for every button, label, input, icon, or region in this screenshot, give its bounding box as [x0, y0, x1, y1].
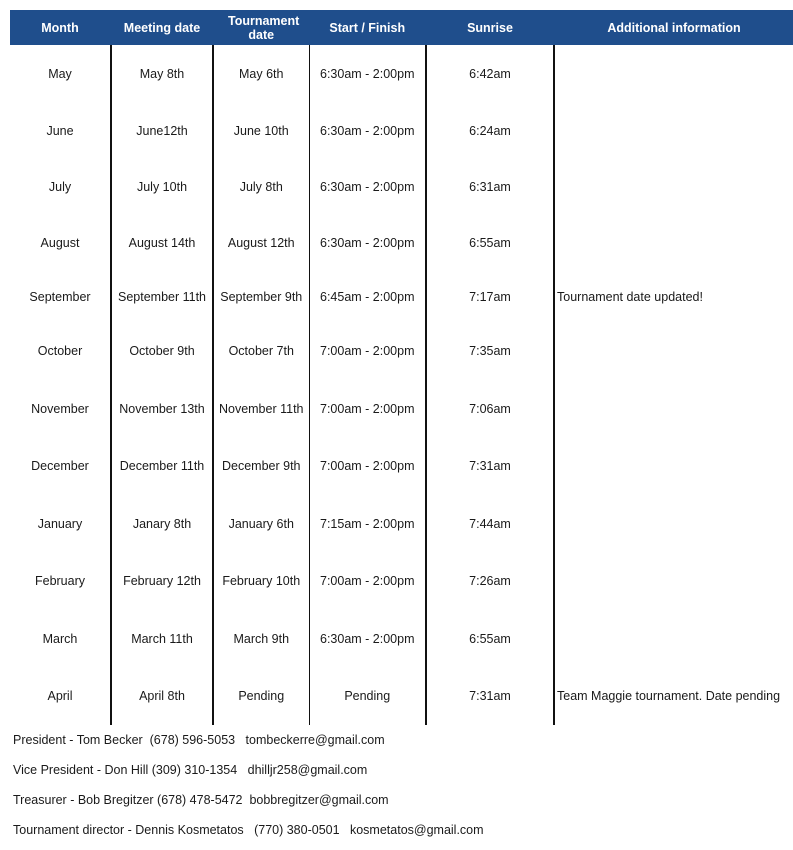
cell-start-finish: 7:15am - 2:00pm: [309, 495, 426, 552]
cell-month: April: [10, 667, 111, 725]
cell-additional-info: [554, 610, 793, 667]
cell-meeting-date: December 11th: [111, 437, 213, 495]
cell-tournament-date: November 11th: [213, 380, 309, 437]
header-additional-information: Additional information: [554, 10, 793, 45]
schedule-body: [10, 45, 793, 725]
cell-sunrise: 7:44am: [426, 495, 554, 552]
contacts-list: [13, 729, 484, 849]
cell-sunrise: 6:42am: [426, 45, 554, 102]
cell-tournament-date: July 8th: [213, 159, 309, 215]
header-sunrise: Sunrise: [426, 10, 554, 45]
cell-additional-info: [554, 45, 793, 102]
header-meeting-date: Meeting date: [111, 10, 213, 45]
cell-additional-info: [554, 102, 793, 159]
cell-meeting-date: Janary 8th: [111, 495, 213, 552]
cell-additional-info: [554, 552, 793, 610]
cell-start-finish: 6:30am - 2:00pm: [309, 215, 426, 271]
cell-sunrise: 7:06am: [426, 380, 554, 437]
table-row: [10, 45, 793, 102]
cell-month: June: [10, 102, 111, 159]
cell-sunrise: 7:31am: [426, 667, 554, 725]
cell-tournament-date: October 7th: [213, 322, 309, 380]
cell-month: October: [10, 322, 111, 380]
cell-month: March: [10, 610, 111, 667]
cell-sunrise: 7:17am: [426, 271, 554, 322]
cell-tournament-date: June 10th: [213, 102, 309, 159]
cell-sunrise: 6:55am: [426, 610, 554, 667]
cell-additional-info: [554, 159, 793, 215]
cell-additional-info: [554, 215, 793, 271]
contact-president: President - Tom Becker (678) 596-5053 tombeckerre@gmail.com: [13, 733, 385, 747]
schedule-table: [10, 10, 793, 725]
cell-meeting-date: February 12th: [111, 552, 213, 610]
table-row: [10, 437, 793, 495]
cell-start-finish: Pending: [309, 667, 426, 725]
table-row: [10, 215, 793, 271]
cell-month: December: [10, 437, 111, 495]
cell-meeting-date: April 8th: [111, 667, 213, 725]
header-row: [10, 10, 793, 45]
cell-additional-info: Team Maggie tournament. Date pending: [557, 689, 781, 703]
cell-tournament-date: August 12th: [213, 215, 309, 271]
cell-month: February: [10, 552, 111, 610]
cell-tournament-date: March 9th: [213, 610, 309, 667]
cell-meeting-date: May 8th: [111, 45, 213, 102]
table-row: [10, 322, 793, 380]
cell-tournament-date: May 6th: [213, 45, 309, 102]
contact-tournament-director: Tournament director - Dennis Kosmetatos (770) 380-0501 kosmetatos@gmail.com: [13, 823, 484, 837]
table-row: [10, 159, 793, 215]
cell-additional-info: [554, 495, 793, 552]
cell-additional-info: [554, 437, 793, 495]
cell-start-finish: 6:30am - 2:00pm: [309, 102, 426, 159]
cell-sunrise: 6:24am: [426, 102, 554, 159]
header-tournament-date: Tournament date: [213, 10, 309, 45]
cell-start-finish: 7:00am - 2:00pm: [309, 552, 426, 610]
contact-treasurer: Treasurer - Bob Bregitzer (678) 478-5472 bobbregitzer@gmail.com: [13, 793, 389, 807]
cell-month: July: [10, 159, 111, 215]
cell-meeting-date: September 11th: [111, 271, 213, 322]
cell-start-finish: 6:30am - 2:00pm: [309, 159, 426, 215]
cell-start-finish: 7:00am - 2:00pm: [309, 380, 426, 437]
cell-tournament-date: September 9th: [213, 271, 309, 322]
cell-meeting-date: November 13th: [111, 380, 213, 437]
table-row: [10, 102, 793, 159]
cell-sunrise: 6:31am: [426, 159, 554, 215]
cell-month: September: [10, 271, 111, 322]
cell-additional-info: Tournament date updated!: [557, 289, 703, 304]
contact-vice-president: Vice President - Don Hill (309) 310-1354 dhilljr258@gmail.com: [13, 763, 368, 777]
cell-tournament-date: Pending: [213, 667, 309, 725]
cell-start-finish: 6:30am - 2:00pm: [309, 45, 426, 102]
table-row: [10, 552, 793, 610]
header-month: Month: [10, 10, 111, 45]
cell-sunrise: 7:31am: [426, 437, 554, 495]
cell-start-finish: 6:30am - 2:00pm: [309, 610, 426, 667]
table-row: [10, 380, 793, 437]
cell-start-finish: 6:45am - 2:00pm: [309, 271, 426, 322]
cell-meeting-date: June12th: [111, 102, 213, 159]
cell-meeting-date: March 11th: [111, 610, 213, 667]
table-row: [10, 610, 793, 667]
cell-month: August: [10, 215, 111, 271]
cell-month: January: [10, 495, 111, 552]
cell-start-finish: 7:00am - 2:00pm: [309, 437, 426, 495]
cell-tournament-date: February 10th: [213, 552, 309, 610]
table-row: [10, 667, 793, 725]
cell-additional-info: [554, 322, 793, 380]
table-row: [10, 495, 793, 552]
cell-month: November: [10, 380, 111, 437]
cell-sunrise: 7:35am: [426, 322, 554, 380]
header-start-finish: Start / Finish: [309, 10, 426, 45]
table-row: [10, 271, 793, 322]
cell-sunrise: 7:26am: [426, 552, 554, 610]
cell-tournament-date: December 9th: [213, 437, 309, 495]
cell-additional-info: [554, 380, 793, 437]
cell-meeting-date: August 14th: [111, 215, 213, 271]
cell-start-finish: 7:00am - 2:00pm: [309, 322, 426, 380]
cell-sunrise: 6:55am: [426, 215, 554, 271]
cell-tournament-date: January 6th: [213, 495, 309, 552]
cell-meeting-date: October 9th: [111, 322, 213, 380]
cell-meeting-date: July 10th: [111, 159, 213, 215]
cell-month: May: [10, 45, 111, 102]
